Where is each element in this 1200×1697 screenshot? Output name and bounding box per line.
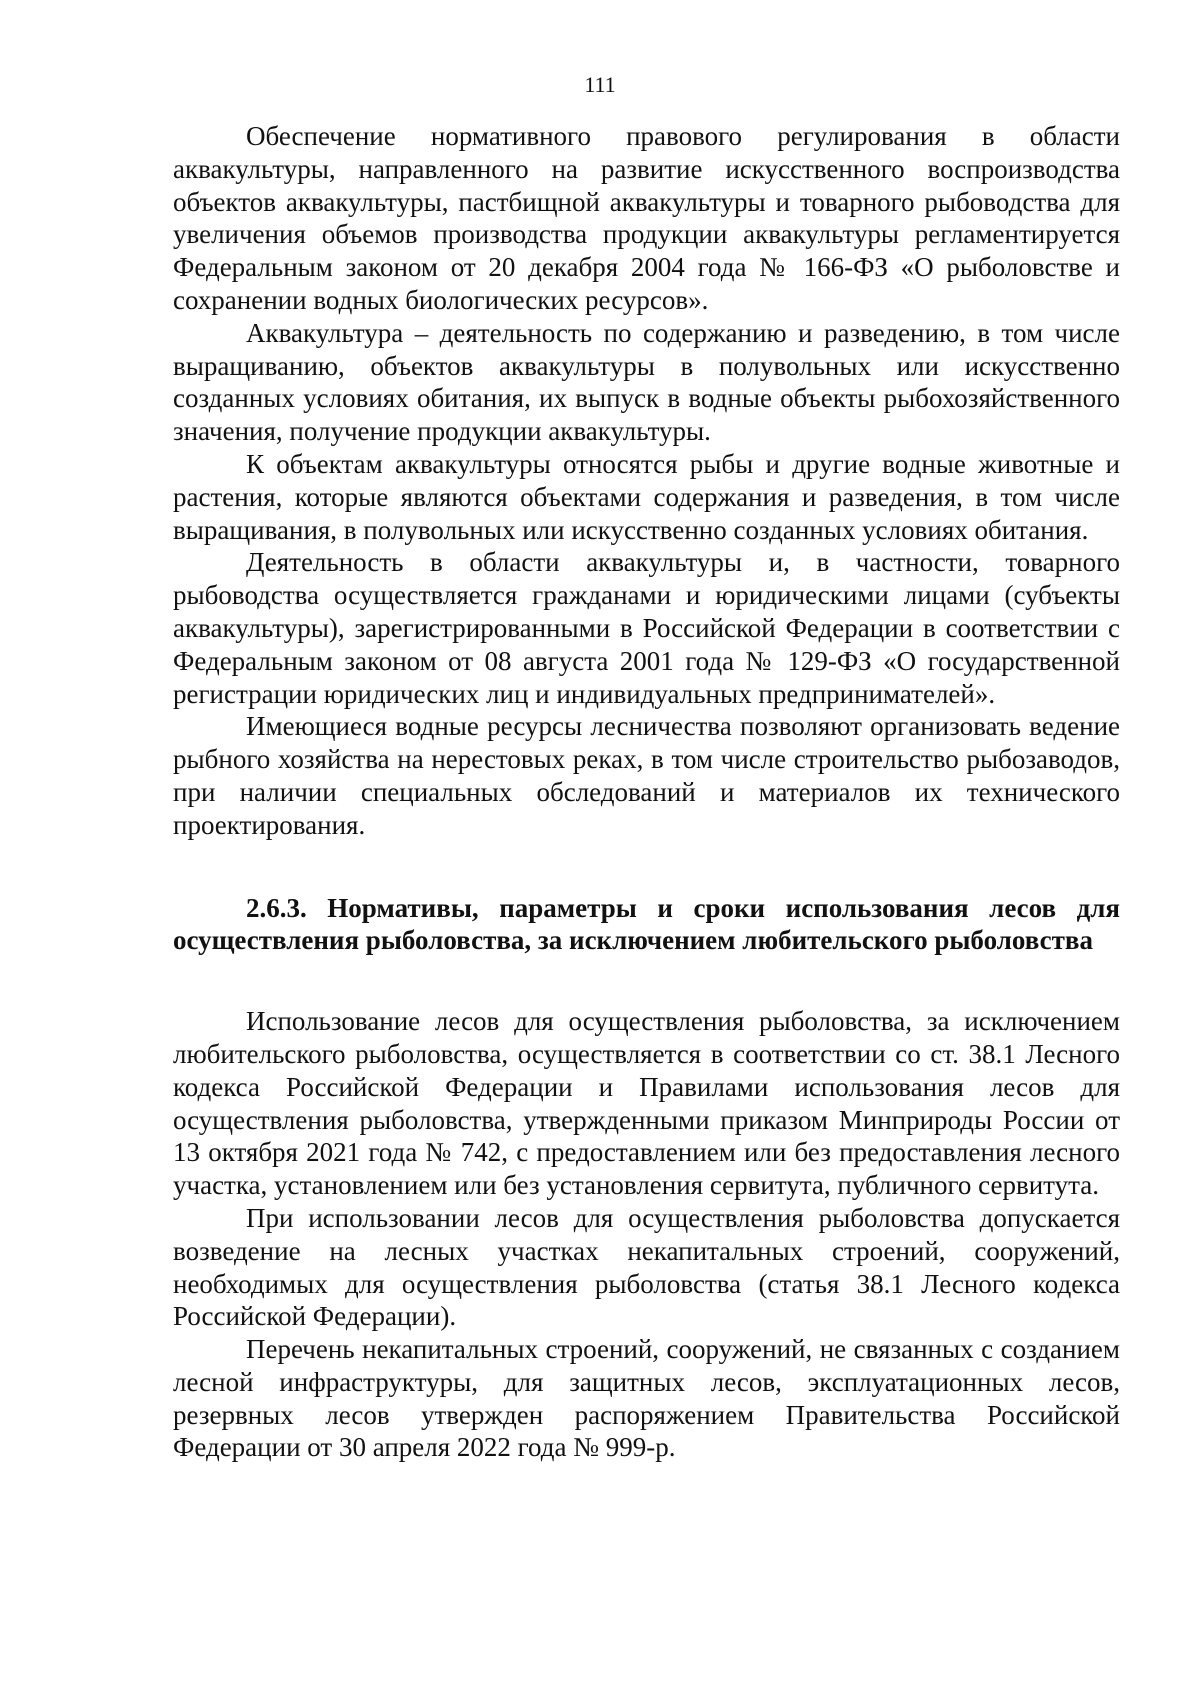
- paragraph-aquaculture-regulation: Обеспечение нормативного правового регулирования в области аквакультуры, направленного на развитие искусственного воспроизводства объектов аквакультуры, пастбищной аквакультуры и товарного рыбоводства для увеличения объемов производства продукции аквакультуры регламентируется Федеральным законом от 20 декабря 2004 года № 166-ФЗ «О рыболовстве и сохранении водных биологических ресурсов».: [173, 121, 1120, 315]
- paragraph-aquaculture-subjects: Деятельность в области аквакультуры и, в частности, товарного рыбоводства осуществляется гражданами и юридическими лицами (субъекты аквакультуры), зарегистрированными в Российской Федерации в соответствии с Федеральным законом от 08 августа 2001 года № 129-ФЗ «О государственной регистрации юридических лиц и индивидуальных предпринимателей».: [173, 547, 1120, 709]
- paragraph-water-resources: Имеющиеся водные ресурсы лесничества позволяют организовать ведение рыбного хозяйства на нерестовых реках, в том числе строительство рыбозаводов, при наличии специальных обследований и материалов их технического проектирования.: [173, 711, 1120, 840]
- document-body: [173, 120, 1120, 1464]
- paragraph-structures-list: Перечень некапитальных строений, сооружений, не связанных с созданием лесной инфраструктуры, для защитных лесов, эксплуатационных лесов, резервных лесов утвержден распоряжением Правительства Российской Федерации от 30 апреля 2022 года № 999-р.: [173, 1334, 1120, 1463]
- section-heading-2-6-3: 2.6.3. Нормативы, параметры и сроки использования лесов для осуществления рыболовства, за исключением любительского рыболовства: [173, 892, 1120, 956]
- paragraph-fishing-forest-use: Использование лесов для осуществления рыболовства, за исключением любительского рыболовства, осуществляется в соответствии со ст. 38.1 Лесного кодекса Российской Федерации и Правилами использования лесов для осуществления рыболовства, утвержденными приказом Минприроды России от 13 октября 2021 года № 742, с предоставлением или без предоставления лесного участка, установлением или без установления сервитута, публичного сервитута.: [173, 1006, 1120, 1201]
- paragraph-temporary-structures: При использовании лесов для осуществления рыболовства допускается возведение на лесных участках некапитальных строений, сооружений, необходимых для осуществления рыболовства (статья 38.1 Лесного кодекса Российской Федерации).: [173, 1202, 1120, 1332]
- page-number: 111: [584, 72, 616, 97]
- paragraph-aquaculture-objects: К объектам аквакультуры относятся рыбы и другие водные животные и растения, которые являются объектами содержания и разведения, в том числе выращивания, в полувольных или искусственно созданных условиях обитания.: [173, 448, 1120, 545]
- paragraph-aquaculture-definition: Аквакультура – деятельность по содержанию и разведению, в том числе выращиванию, объектов аквакультуры в полувольных или искусственно созданных условиях обитания, их выпуск в водные объекты рыбохозяйственного значения, получение продукции аквакультуры.: [173, 317, 1120, 447]
